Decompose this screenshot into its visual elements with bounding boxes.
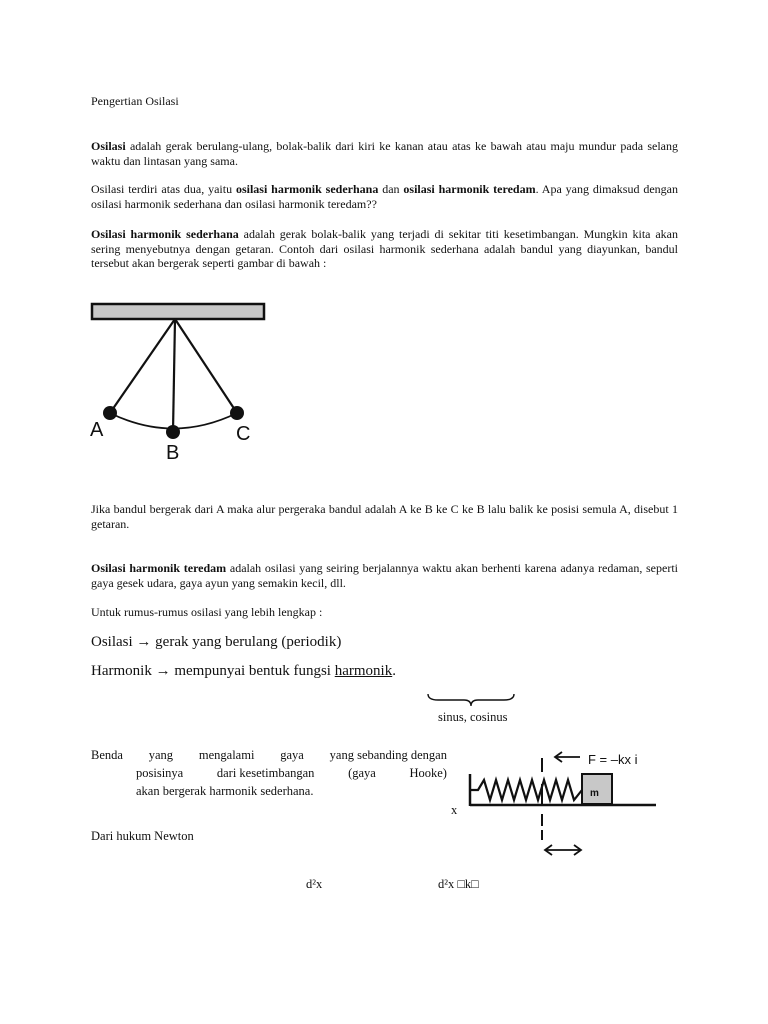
paragraph-formulas-intro: Untuk rumus-rumus osilasi yang lebih lengkap : <box>91 605 323 619</box>
paragraph-damped-harmonic <box>91 561 678 590</box>
definition-text: gerak yang berulang (periodik) <box>155 634 342 650</box>
definition-harmonik <box>91 662 396 680</box>
pendulum-label-c: C <box>236 423 251 445</box>
benda-line-3: akan bergerak harmonik sederhana. <box>136 784 314 798</box>
spring-mass-diagram <box>462 744 662 864</box>
spring-coil <box>470 780 582 800</box>
spring-x-label: x <box>451 803 458 817</box>
pendulum-support-bar <box>92 304 264 319</box>
paragraph-text: Osilasi terdiri atas dua, yaitu <box>91 182 236 196</box>
definition-osilasi <box>91 633 341 651</box>
pendulum-bob-c <box>230 406 244 420</box>
page-title: Pengertian Osilasi <box>91 94 179 108</box>
pendulum-diagram <box>86 296 276 466</box>
paragraph-text: adalah gerak bolak-balik yang terjadi di sekitar titi kesetimbangan. Mungkin kita akan sering menyebutnya dengan getaran. Contoh dari osilasi harmonik sederhana adalah bandul yang diayunkan, bandul tersebut akan bergerak seperti gambar di bawah : <box>91 227 679 270</box>
word: (gaya <box>348 766 376 780</box>
term-osilasi: Osilasi <box>91 139 126 153</box>
pendulum-bob-b <box>166 425 180 439</box>
right-arrow-icon: → <box>136 634 152 650</box>
paragraph-text: adalah osilasi yang seiring berjalannya waktu akan berhenti karena adanya redaman, seperti gaya gesek udara, gaya ayun yang semakin kecil, dll. <box>91 561 678 590</box>
word: posisinya <box>136 766 184 780</box>
force-label: F = –kx i <box>588 752 638 767</box>
definition-underlined-word: harmonik <box>334 663 393 679</box>
brace-label: sinus, cosinus <box>438 710 508 724</box>
paragraph-text: . Apa yang dimaksud dengan osilasi harmonik sederhana dan osilasi harmonik teredam?? <box>91 182 678 211</box>
pendulum-string-a <box>110 319 175 413</box>
term-simple-harmonic: Osilasi harmonik sederhana <box>91 227 239 241</box>
paragraph-osilasi-types <box>91 182 678 211</box>
definition-term: Harmonik <box>91 663 152 679</box>
word: Benda <box>91 748 123 762</box>
word: dari kesetimbangan <box>216 766 315 780</box>
pendulum-bob-a <box>103 406 117 420</box>
term-damped-harmonic: osilasi harmonik teredam <box>403 182 536 196</box>
paragraph-text: dan <box>378 182 404 196</box>
pendulum-string-b <box>173 319 175 432</box>
paragraph-newton: Dari hukum Newton <box>91 829 194 843</box>
word: gaya <box>280 748 304 762</box>
pendulum-label-a: A <box>90 419 104 441</box>
word: mengalami <box>198 748 255 762</box>
right-arrow-icon: → <box>155 663 171 679</box>
term-damped-harmonic: Osilasi harmonik teredam <box>91 561 227 575</box>
term-simple-harmonic: osilasi harmonik sederhana <box>235 182 379 196</box>
definition-term: Osilasi <box>91 634 133 650</box>
paragraph-one-vibration: Jika bandul bergerak dari A maka alur pergeraka bandul adalah A ke B ke C ke B lalu balik ke posisi semula A, disebut 1 getaran. <box>91 502 678 531</box>
paragraph-benda <box>91 746 447 800</box>
equation-right: d²x □k□ <box>438 877 479 891</box>
word: yang sebanding dengan <box>329 748 447 762</box>
benda-line-1 <box>91 746 447 764</box>
benda-line-2 <box>136 764 447 782</box>
definition-text: mempunyai bentuk fungsi <box>174 663 335 679</box>
paragraph-osilasi-definition <box>91 139 678 168</box>
paragraph-text: adalah gerak berulang-ulang, bolak-balik dari kiri ke kanan atau atas ke bawah atau maju mundur pada selang waktu dan lintasan yang sama. <box>91 139 678 168</box>
word: Hooke) <box>409 766 447 780</box>
word: yang <box>148 748 174 762</box>
curly-brace-icon <box>426 692 516 708</box>
pendulum-label-b: B <box>166 442 180 464</box>
mass-label: m <box>590 788 599 799</box>
paragraph-simple-harmonic <box>91 227 678 271</box>
definition-text-end: . <box>392 663 396 679</box>
pendulum-string-c <box>175 319 237 413</box>
equation-left: d²x <box>306 877 323 891</box>
